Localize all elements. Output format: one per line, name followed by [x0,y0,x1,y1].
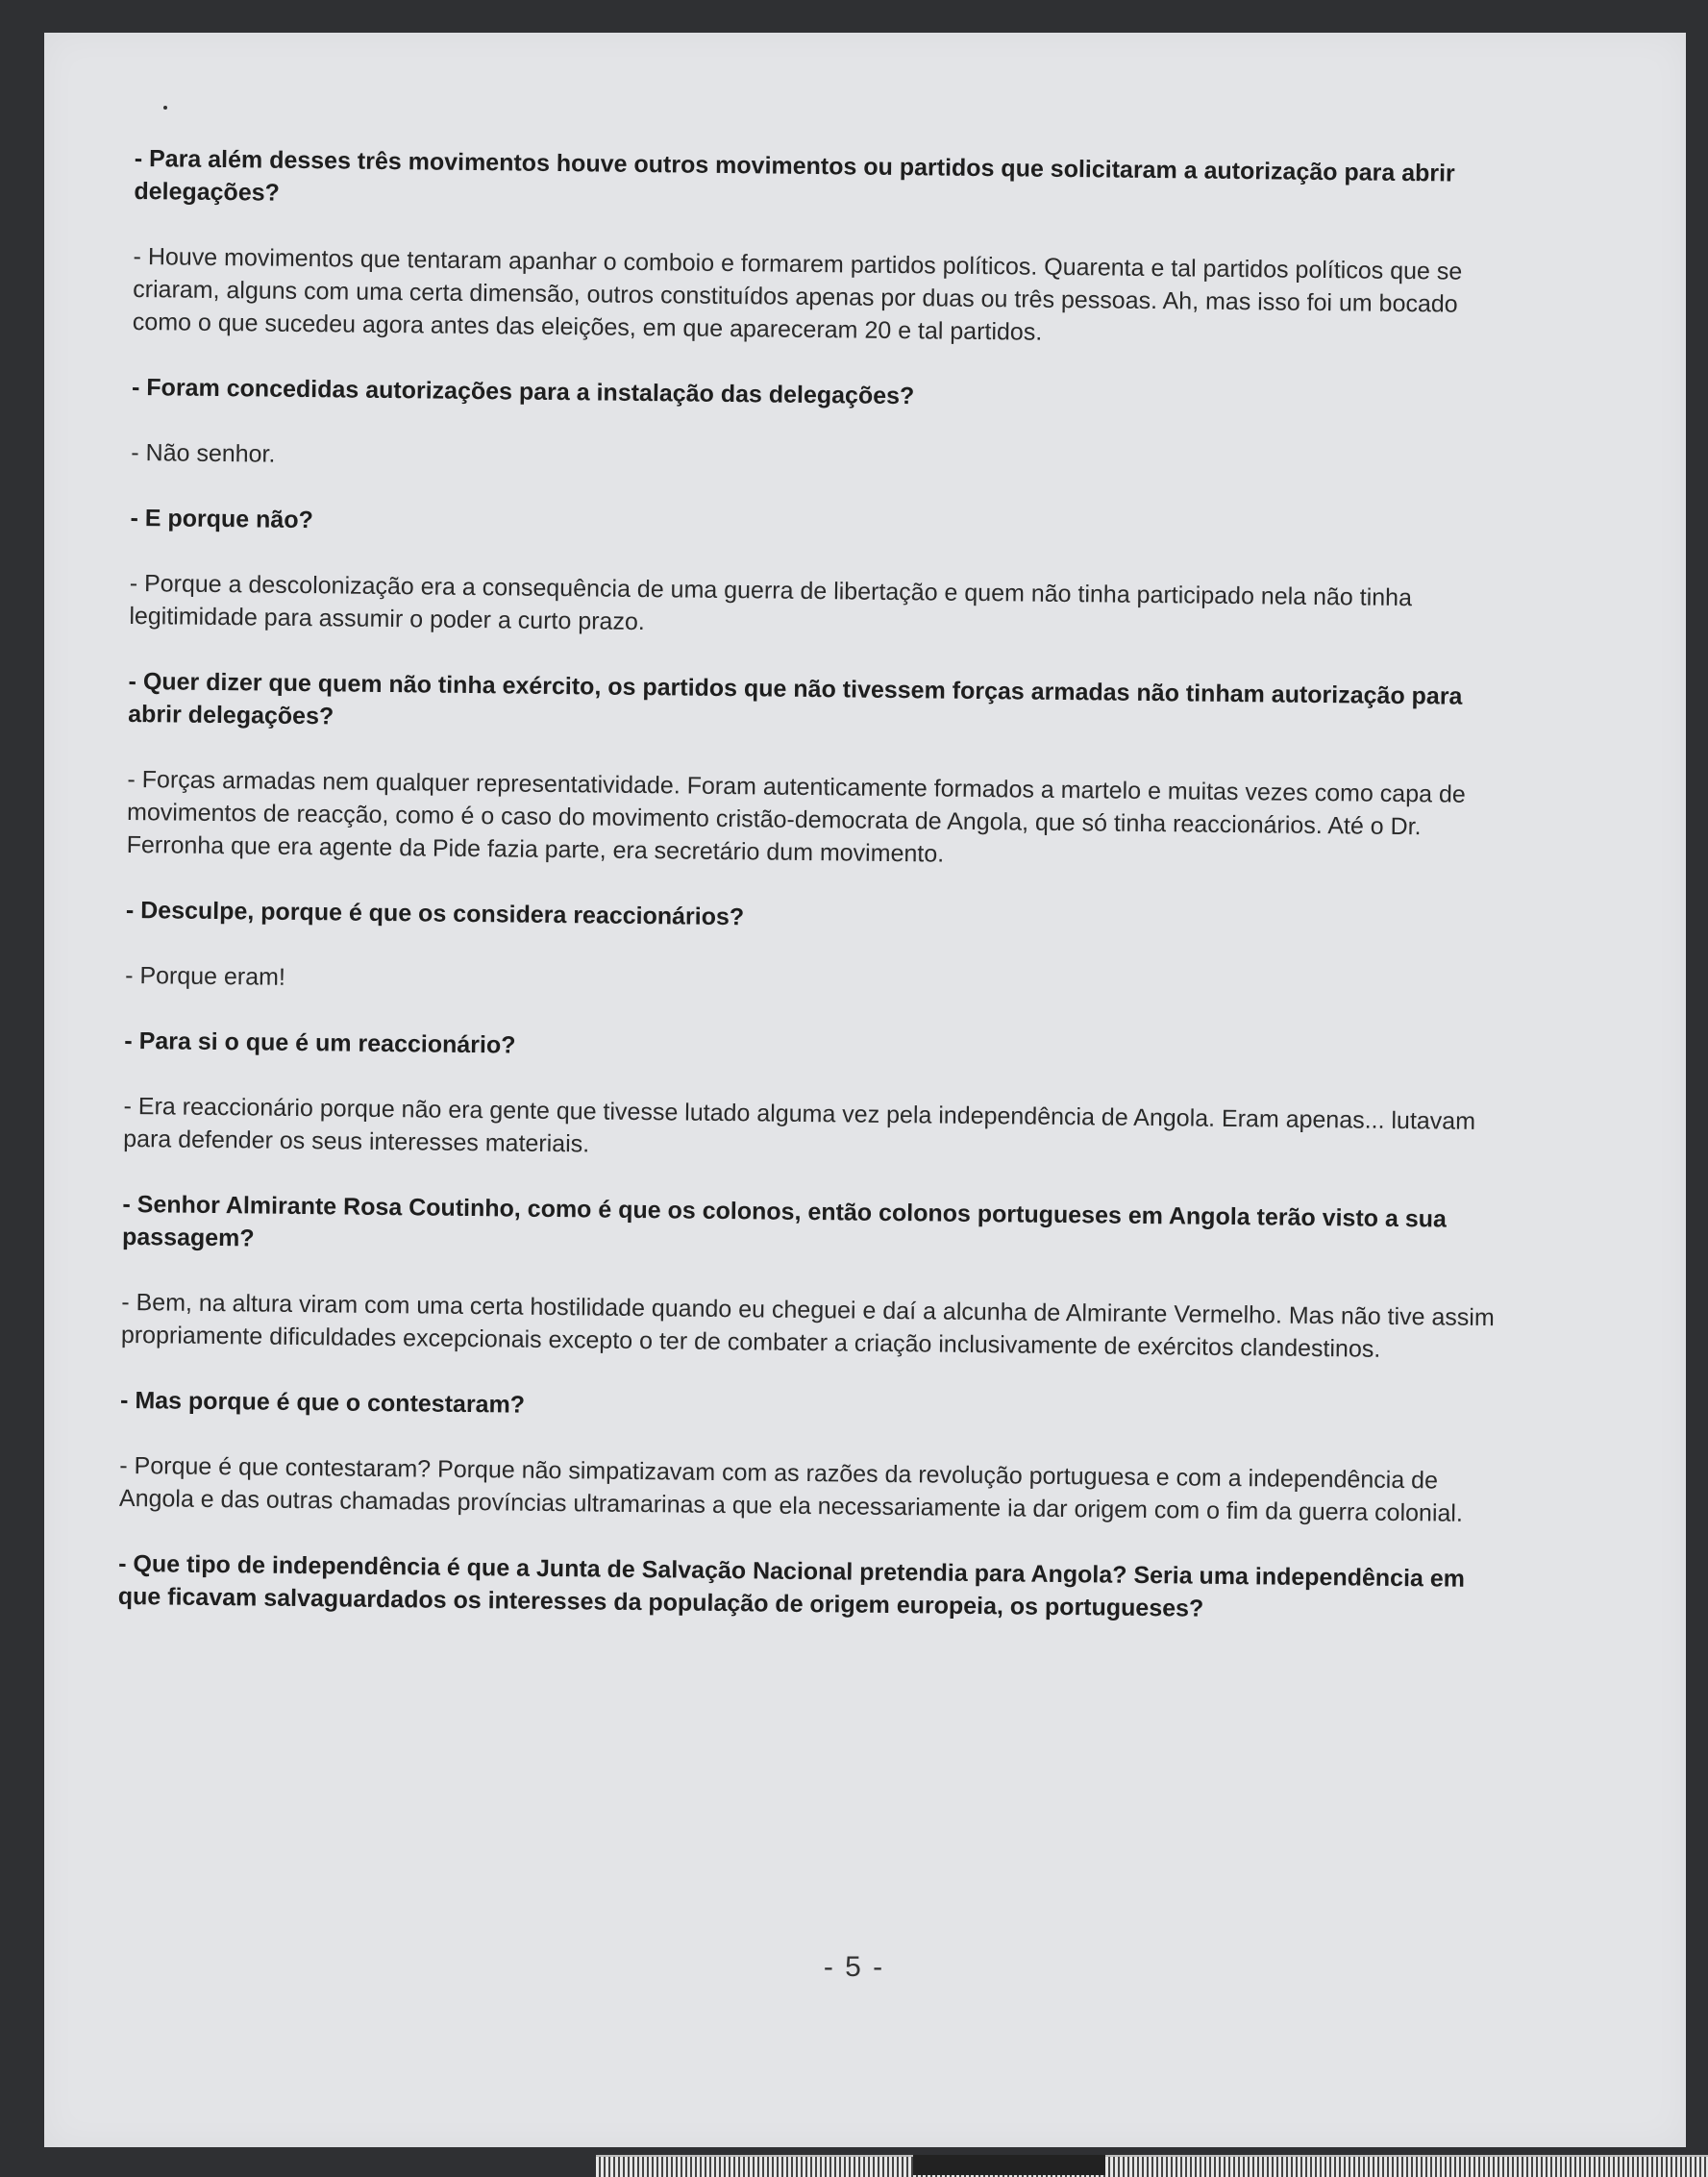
question-paragraph: - Mas porque é que o contestaram? [119,1386,526,1419]
interview-text [118,142,1523,1628]
question-paragraph: - E porque não? [130,504,313,534]
question-paragraph: - Para além desses três movimentos houve outros movimentos ou partidos que solicitaram a autorização para abrir delegações? [134,144,1455,207]
answer-paragraph: - Houve movimentos que tentaram apanhar o comboio e formarem partidos políticos. Quarenta e tal partidos políticos que se criaram, alguns com uma certa dimensão, outros constituídos apenas por duas ou três pessoas. Ah, mas isso foi um bocado como o que sucedeu agora antes das eleições, em que apareceram 20 e tal partidos. [132,242,1463,346]
question-paragraph: - Para si o que é um reaccionário? [124,1027,516,1059]
answer-paragraph: - Porque é que contestaram? Porque não simpatizavam com as razões da revolução portuguesa e com a independência de Angola e das outras chamadas províncias ultramarinas a que ela necessariamente ia dar origem com o fim da guerra colonial. [118,1451,1464,1527]
scale-ruler-segment [913,2155,1105,2175]
answer-paragraph: - Não senhor. [131,438,276,468]
answer-paragraph: - Forças armadas nem qualquer representatividade. Foram autenticamente formados a martelo e muitas vezes como capa de movimentos de reacção, como é o caso do movimento cristão-democrata de Angola, que só tinha reaccionários. Até o Dr. Ferronha que era agente da Pide fazia parte, era secretário dum movimento. [126,765,1466,868]
question-paragraph: - Quer dizer que quem não tinha exército, os partidos que não tivessem forças armadas não tinham autorização para abrir delegações? [128,667,1463,730]
question-paragraph: - Senhor Almirante Rosa Coutinho, como é que os colonos, então colonos portugueses em Angola terão visto a sua passagem? [121,1190,1448,1252]
paper-speck [163,106,167,110]
answer-paragraph: - Bem, na altura viram com uma certa hostilidade quando eu cheguei e daí a alcunha de Almirante Vermelho. Mas não tive assim propriamente dificuldades excepcionais excepto o ter de combater a criação inclusivamente de exércitos clandestinos. [120,1288,1495,1363]
page-number: - 5 - [823,1951,885,1983]
question-paragraph: - Que tipo de independência é que a Junta de Salvação Nacional pretendia para Angola? Seria uma independência em que ficavam salvaguardados os interesses da população de origem europeia, os portugueses? [117,1549,1466,1622]
scale-ruler [596,2155,1708,2177]
question-paragraph: - Foram concedidas autorizações para a instalação das delegações? [131,373,915,410]
answer-paragraph: - Era reaccionário porque não era gente que tivesse lutado alguma vez pela independência de Angola. Eram apenas... lutavam para defender os seus interesses materiais. [123,1092,1476,1158]
answer-paragraph: - Porque eram! [125,961,286,991]
question-paragraph: - Desculpe, porque é que os considera reaccionários? [125,896,745,931]
answer-paragraph: - Porque a descolonização era a consequência de uma guerra de libertação e quem não tinha participado nela não tinha legitimidade para assumir o poder a curto prazo. [129,569,1413,636]
